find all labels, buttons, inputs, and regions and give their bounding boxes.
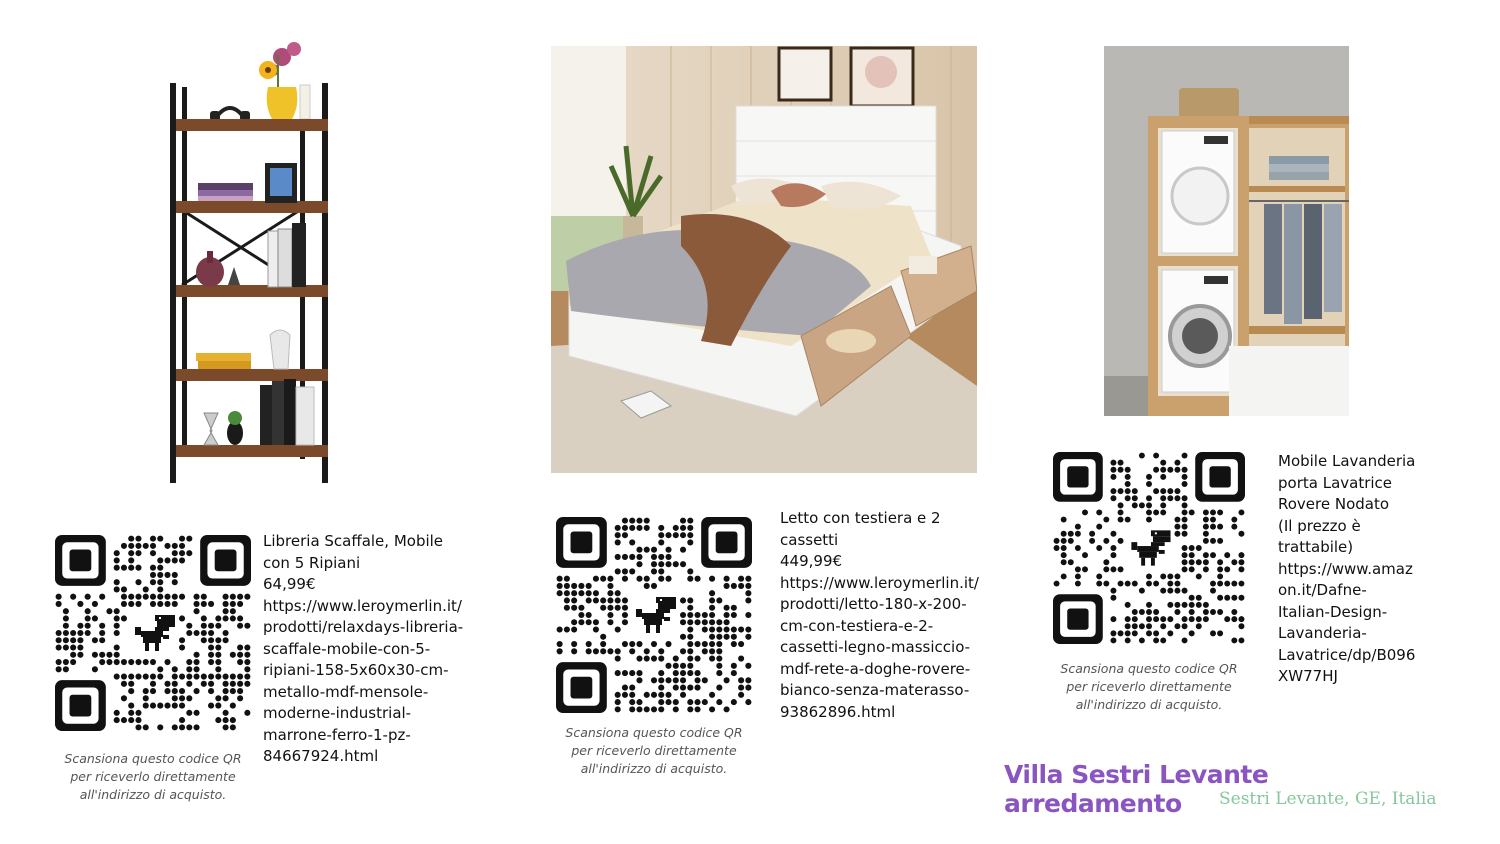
product-link[interactable]: https://www.leroymerlin.it/ [780, 573, 979, 592]
qr-pattern [55, 535, 251, 731]
qr-caption-line: per riceverlo direttamente [571, 743, 737, 758]
product-link[interactable]: cm-con-testiera-e-2- [780, 616, 934, 635]
product-link[interactable]: 93862896.html [780, 702, 896, 721]
product-price-note: trattabile) [1278, 538, 1354, 556]
dinosaur-icon [636, 597, 676, 633]
qr-pattern [556, 517, 752, 713]
product-link[interactable]: cassetti-legno-massiccio- [780, 638, 971, 656]
product-title: Libreria Scaffale, Mobile [263, 532, 444, 550]
brand-title: Villa Sestri Levante arredamento [1004, 760, 1269, 818]
qr-caption-line: all'indirizzo di acquisto. [1075, 697, 1223, 712]
product-link[interactable]: 84667924.html [263, 747, 379, 765]
dinosaur-icon [135, 615, 175, 651]
brand-subtitle: Sestri Levante, GE, Italia [1219, 789, 1437, 809]
product-link[interactable]: on.it/Dafne- [1278, 581, 1367, 599]
qr-code-shelf[interactable] [55, 535, 251, 731]
dinosaur-icon [1131, 530, 1170, 565]
qr-caption-line: all'indirizzo di acquisto. [580, 761, 728, 776]
product-title: Letto con testiera e 2 [780, 509, 941, 527]
bed-photo [551, 46, 977, 473]
qr-caption-shelf [40, 750, 266, 804]
product-price: 449,99€ [780, 552, 843, 570]
product-title: porta Lavatrice [1278, 473, 1393, 492]
qr-caption-line: Scansiona questo codice QR [565, 725, 743, 740]
product-title: Mobile Lavanderia [1278, 452, 1416, 470]
qr-code-bed[interactable] [556, 517, 752, 713]
product-description-shelf [263, 531, 493, 768]
qr-code-laundry[interactable] [1053, 452, 1245, 644]
qr-caption-laundry [1036, 660, 1262, 714]
product-title: cassetti [780, 530, 839, 549]
product-description-laundry [1278, 451, 1438, 688]
product-title: Rovere Nodato [1278, 495, 1390, 513]
product-link[interactable]: mdf-rete-a-doghe-rovere- [780, 659, 971, 678]
bookshelf-photo [160, 35, 335, 485]
qr-pattern [1053, 452, 1245, 644]
qr-caption-line: per riceverlo direttamente [1066, 679, 1232, 694]
product-link[interactable]: Lavatrice/dp/B096 [1278, 645, 1416, 664]
product-title: con 5 Ripiani [263, 553, 361, 572]
product-description-bed [780, 508, 1010, 723]
product-link[interactable]: Italian-Design- [1278, 602, 1388, 621]
product-link[interactable]: metallo-mdf-mensole- [263, 682, 429, 701]
product-link[interactable]: scaffale-mobile-con-5- [263, 639, 431, 658]
qr-caption-line: Scansiona questo codice QR [64, 751, 242, 766]
qr-caption-line: all'indirizzo di acquisto. [79, 787, 227, 802]
product-link[interactable]: Lavanderia- [1278, 624, 1367, 642]
qr-caption-line: per riceverlo direttamente [70, 769, 236, 784]
product-link[interactable]: moderne-industrial- [263, 704, 412, 722]
product-price-note: (Il prezzo è [1278, 516, 1361, 535]
product-link[interactable]: ripiani-158-5x60x30-cm- [263, 661, 449, 679]
qr-caption-line: Scansiona questo codice QR [1060, 661, 1238, 676]
product-link[interactable]: prodotti/relaxdays-libreria- [263, 618, 464, 636]
product-link[interactable]: marrone-ferro-1-pz- [263, 725, 411, 744]
product-link[interactable]: prodotti/letto-180-x-200- [780, 595, 967, 613]
qr-caption-bed [541, 724, 767, 778]
product-link[interactable]: bianco-senza-materasso- [780, 681, 970, 699]
product-link[interactable]: XW77HJ [1278, 667, 1338, 685]
product-link[interactable]: https://www.amaz [1278, 559, 1413, 578]
laundry-cabinet-photo [1104, 46, 1349, 416]
product-link[interactable]: https://www.leroymerlin.it/ [263, 596, 462, 615]
product-price: 64,99€ [263, 575, 316, 593]
